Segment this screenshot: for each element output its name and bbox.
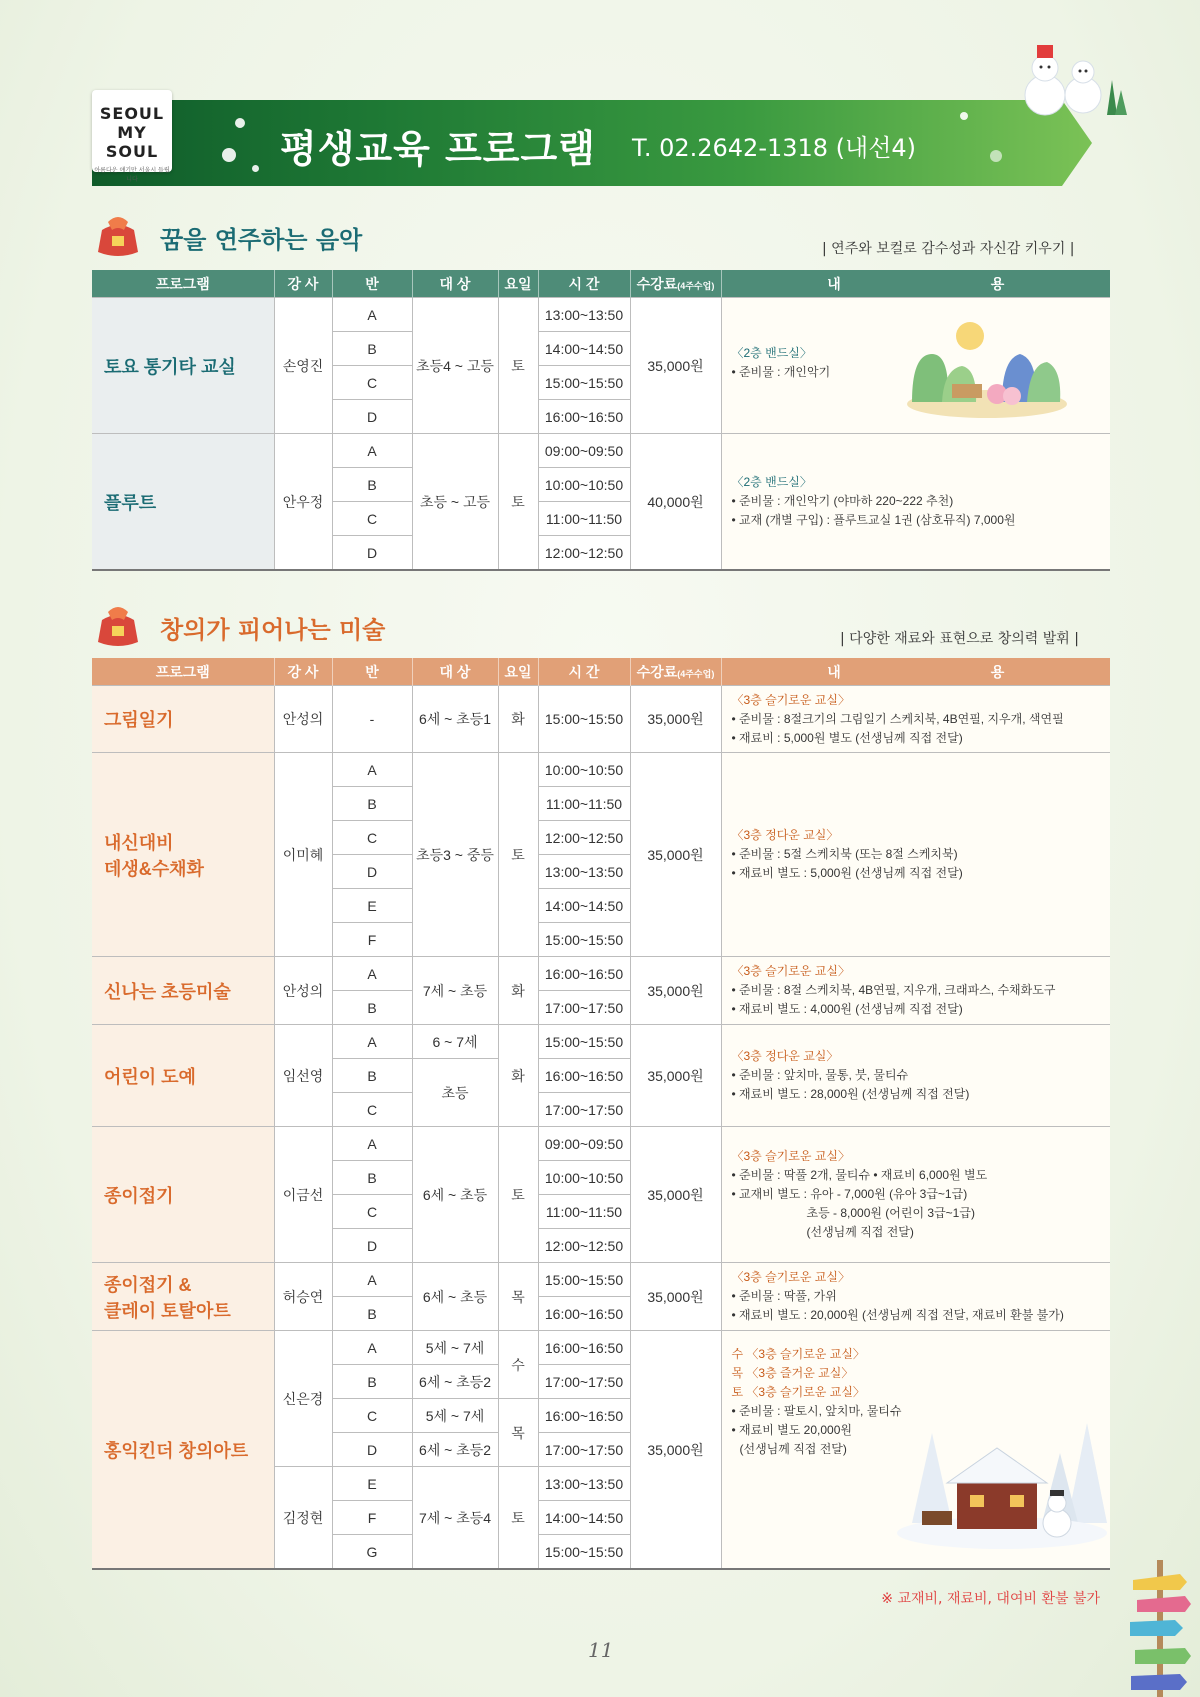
music-section-title: 꿈을 연주하는 음악 [160,226,363,254]
col-program: 프로그램 [92,270,274,298]
col-fee [630,270,721,298]
time-cell: 16:00~16:50 [538,957,630,991]
time-cell: 09:00~09:50 [538,1127,630,1161]
logo-sub: 아름다운 얘기만 서울시 들립니다 [94,167,170,183]
content-line: • 교재 (개별 구입) : 플루트교실 1권 (삼호뮤직) 7,000원 [731,513,1016,527]
time-cell: 15:00~15:50 [538,366,630,400]
col-fee-note: (4주수업) [677,668,715,679]
content-room: 〈3층 슬기로운 교실〉 [731,1270,850,1284]
col-content-2: 용 [990,275,1005,292]
class-cell: C [332,502,412,536]
day: 토 [498,434,538,571]
time-cell: 16:00~16:50 [538,1331,630,1365]
time-cell: 10:00~10:50 [538,1161,630,1195]
content-cell [721,1263,1110,1331]
class-cell: D [332,1433,412,1467]
col-class: 반 [332,658,412,686]
col-time: 시 간 [538,270,630,298]
content-line: • 준비물 : 팔토시, 앞치마, 물티슈 [731,1404,902,1418]
content-line: • 준비물 : 5절 스케치북 (또는 8절 스케치북) [731,847,958,861]
day: 수 [498,1331,538,1399]
content-room: 〈3층 정다운 교실〉 [731,828,839,842]
program-name [92,753,274,957]
target: 초등3 ~ 중등 [412,753,498,957]
logo-line2: MY SOUL [105,123,159,161]
col-content [721,270,1110,298]
content-line: 초등 - 8,000원 (어린이 3급~1급) [806,1206,975,1220]
time-cell: 12:00~12:50 [538,1229,630,1263]
day: 목 [498,1263,538,1331]
time-cell: 10:00~10:50 [538,753,630,787]
time-cell: 14:00~14:50 [538,1501,630,1535]
table-row [92,957,1110,991]
snowflake-dot [222,148,236,162]
time-cell: 13:00~13:50 [538,298,630,332]
teacher: 김정현 [274,1467,332,1570]
time-cell: 13:00~13:50 [538,1467,630,1501]
teacher: 허승연 [274,1263,332,1331]
seoul-logo [92,90,172,183]
time-cell: 15:00~15:50 [538,686,630,753]
time-cell: 11:00~11:50 [538,1195,630,1229]
target: 6세 ~ 초등1 [412,686,498,753]
art-program-table [92,658,1110,1570]
fortune-bag-icon [92,598,144,650]
target: 6세 ~ 초등2 [412,1365,498,1399]
content-line: (선생님께 직접 전달) [739,1442,847,1456]
content-line: • 준비물 : 8절크기의 그림일기 스케치북, 4B연필, 지우개, 색연필 [731,711,1064,726]
time-cell: 17:00~17:50 [538,991,630,1025]
content-line: • 준비물 : 앞치마, 물통, 붓, 물티슈 [731,1068,909,1082]
time-cell: 11:00~11:50 [538,787,630,821]
class-cell: G [332,1535,412,1570]
col-class: 반 [332,270,412,298]
time-cell: 12:00~12:50 [538,536,630,571]
content-line: • 재료비 별도 : 28,000원 (선생님께 직접 전달) [731,1087,970,1101]
class-cell: E [332,889,412,923]
time-cell: 17:00~17:50 [538,1433,630,1467]
table-header-row [92,270,1110,298]
target: 6 ~ 7세 [412,1025,498,1059]
time-cell: 14:00~14:50 [538,889,630,923]
content-line: • 준비물 : 8절 스케치북, 4B연필, 지우개, 크래파스, 수채화도구 [731,983,1056,997]
time-cell: 16:00~16:50 [538,400,630,434]
teacher: 이미혜 [274,753,332,957]
content-line: • 재료비 별도 : 5,000원 (선생님께 직접 전달) [731,866,963,880]
content-room: 토 〈3층 슬기로운 교실〉 [731,1385,865,1399]
content-room: 목 〈3층 즐거운 교실〉 [731,1366,854,1380]
day: 토 [498,1467,538,1570]
teacher: 임선영 [274,1025,332,1127]
program-name: 그림일기 [92,686,274,753]
col-teacher: 강 사 [274,658,332,686]
content-room: 〈3층 슬기로운 교실〉 [731,692,850,707]
content-line: • 준비물 : 개인악기 [731,364,831,379]
program-name: 어린이 도예 [92,1025,274,1127]
fee: 40,000원 [630,434,721,571]
col-target: 대 상 [412,658,498,686]
class-cell: A [332,1127,412,1161]
content-cell [721,1025,1110,1127]
snowflake-dot [960,112,968,120]
content-line: • 준비물 : 딱풀, 가위 [731,1289,837,1303]
class-cell: B [332,1365,412,1399]
time-cell: 17:00~17:50 [538,1093,630,1127]
program-name: 홍익킨더 창의아트 [92,1331,274,1570]
snow-cabin-illustration [892,1393,1112,1553]
target: 6세 ~ 초등 [412,1127,498,1263]
day: 토 [498,753,538,957]
class-cell: D [332,400,412,434]
page-number: 11 [588,1638,614,1662]
class-cell: A [332,1025,412,1059]
program-name: 플루트 [92,434,274,571]
time-cell: 10:00~10:50 [538,468,630,502]
snowflake-dot [252,165,259,172]
target: 초등4 ~ 고등 [412,298,498,434]
signpost-illustration [1125,1550,1195,1697]
content-room: 〈2층 밴드실〉 [731,345,812,360]
program-name-line1: 종이접기 & [104,1274,192,1295]
program-name: 토요 통기타 교실 [92,298,274,434]
target: 6세 ~ 초등2 [412,1433,498,1467]
class-cell: F [332,1501,412,1535]
col-content-2: 용 [990,663,1005,680]
content-room: 〈3층 정다운 교실〉 [731,1049,839,1063]
class-cell: B [332,332,412,366]
col-teacher: 강 사 [274,270,332,298]
class-cell: A [332,434,412,468]
col-fee-label: 수강료 [636,275,678,292]
col-target: 대 상 [412,270,498,298]
time-cell: 16:00~16:50 [538,1297,630,1331]
music-program-table [92,270,1110,571]
content-cell [721,753,1110,957]
class-cell: A [332,1331,412,1365]
target: 초등 [412,1059,498,1127]
table-row [92,298,1110,332]
class-cell: - [332,686,412,753]
fee: 35,000원 [630,957,721,1025]
music-section-subtitle: | 연주와 보컬로 감수성과 자신감 키우기 | [822,241,1075,257]
col-day: 요일 [498,658,538,686]
table-row [92,753,1110,787]
day: 토 [498,298,538,434]
class-cell: C [332,1195,412,1229]
class-cell: A [332,298,412,332]
day: 화 [498,686,538,753]
fee: 35,000원 [630,1127,721,1263]
content-cell [721,957,1110,1025]
time-cell: 15:00~15:50 [538,1535,630,1570]
time-cell: 14:00~14:50 [538,332,630,366]
time-cell: 15:00~15:50 [538,1263,630,1297]
fee: 35,000원 [630,1263,721,1331]
teacher: 신은경 [274,1331,332,1467]
time-cell: 15:00~15:50 [538,1025,630,1059]
col-day: 요일 [498,270,538,298]
table-row [92,1263,1110,1297]
content-room: 〈3층 슬기로운 교실〉 [731,964,850,978]
time-cell: 16:00~16:50 [538,1059,630,1093]
class-cell: B [332,468,412,502]
table-row [92,686,1110,753]
program-name-line2: 데생&수채화 [104,858,204,879]
col-fee-label: 수강료 [636,663,678,680]
teacher: 안성의 [274,957,332,1025]
content-line: • 재료비 별도 : 20,000원 (선생님께 직접 전달, 재료비 환불 불가) [731,1308,1064,1322]
snowman-icon [1015,40,1140,125]
program-name: 신나는 초등미술 [92,957,274,1025]
fee: 35,000원 [630,1025,721,1127]
class-cell: E [332,1467,412,1501]
table-row [92,434,1110,468]
class-cell: B [332,1059,412,1093]
refund-footnote: ※ 교재비, 재료비, 대여비 환불 불가 [881,1591,1100,1607]
class-cell: A [332,957,412,991]
art-section-subtitle: | 다양한 재료와 표현으로 창의력 발휘 | [840,631,1079,647]
content-cell [721,434,1110,571]
time-cell: 12:00~12:50 [538,821,630,855]
teacher: 안우정 [274,434,332,571]
class-cell: B [332,1297,412,1331]
target: 5세 ~ 7세 [412,1399,498,1433]
phone-number: T. 02.2642-1318 (내선4) [632,134,917,162]
snowflake-dot [990,150,1002,162]
col-fee [630,658,721,686]
day: 목 [498,1399,538,1467]
col-time: 시 간 [538,658,630,686]
content-line: • 재료비 별도 : 4,000원 (선생님께 직접 전달) [731,1002,963,1016]
col-content-1: 내 [827,663,841,680]
fee: 35,000원 [630,753,721,957]
fee: 35,000원 [630,686,721,753]
day: 화 [498,1025,538,1127]
class-cell: C [332,1399,412,1433]
program-name-line2: 클레이 토탈아트 [104,1300,231,1321]
content-line: • 재료비 별도 20,000원 [731,1423,852,1437]
class-cell: B [332,787,412,821]
teacher: 안성의 [274,686,332,753]
content-cell [721,1331,1110,1570]
content-line: • 준비물 : 개인악기 (야마하 220~222 추천) [731,494,954,508]
time-cell: 09:00~09:50 [538,434,630,468]
time-cell: 16:00~16:50 [538,1399,630,1433]
content-cell [721,686,1110,753]
content-line: • 준비물 : 딱풀 2개, 물티슈 • 재료비 6,000원 별도 [731,1168,988,1182]
day: 토 [498,1127,538,1263]
art-section-title: 창의가 피어나는 미술 [160,616,386,644]
table-row [92,1025,1110,1059]
program-name-line1: 내신대비 [104,832,174,853]
target: 6세 ~ 초등 [412,1263,498,1331]
target: 7세 ~ 초등 [412,957,498,1025]
fee: 35,000원 [630,1331,721,1570]
page-title: 평생교육 프로그램 [280,127,596,171]
program-name: 종이접기 [92,1127,274,1263]
col-fee-note: (4주수업) [677,280,715,291]
content-line: • 재료비 : 5,000원 별도 (선생님께 직접 전달) [731,730,963,745]
class-cell: B [332,1161,412,1195]
class-cell: C [332,1093,412,1127]
target: 초등 ~ 고등 [412,434,498,571]
content-room: 〈2층 밴드실〉 [731,475,812,489]
col-program: 프로그램 [92,658,274,686]
table-row [92,1127,1110,1161]
time-cell: 15:00~15:50 [538,923,630,957]
content-cell [721,298,1110,434]
day: 화 [498,957,538,1025]
landscape-illustration [902,314,1072,424]
time-cell: 11:00~11:50 [538,502,630,536]
class-cell: F [332,923,412,957]
target: 7세 ~ 초등4 [412,1467,498,1570]
content-line: (선생님께 직접 전달) [806,1225,914,1239]
col-content [721,658,1110,686]
content-line: • 교재비 별도 : 유아 - 7,000원 (유아 3급~1급) [731,1187,968,1201]
class-cell: C [332,366,412,400]
snowflake-dot [235,118,245,128]
content-cell [721,1127,1110,1263]
class-cell: D [332,1229,412,1263]
logo-line1: SEOUL [99,104,165,123]
fee: 35,000원 [630,298,721,434]
class-cell: B [332,991,412,1025]
time-cell: 17:00~17:50 [538,1365,630,1399]
class-cell: A [332,1263,412,1297]
class-cell: D [332,855,412,889]
program-name [92,1263,274,1331]
teacher: 손영진 [274,298,332,434]
class-cell: D [332,536,412,571]
target: 5세 ~ 7세 [412,1331,498,1365]
table-header-row [92,658,1110,686]
class-cell: C [332,821,412,855]
table-row [92,1331,1110,1365]
content-room: 수 〈3층 슬기로운 교실〉 [731,1347,865,1361]
teacher: 이금선 [274,1127,332,1263]
fortune-bag-icon [92,208,144,260]
class-cell: A [332,753,412,787]
time-cell: 13:00~13:50 [538,855,630,889]
content-room: 〈3층 슬기로운 교실〉 [731,1149,850,1163]
col-content-1: 내 [827,275,841,292]
